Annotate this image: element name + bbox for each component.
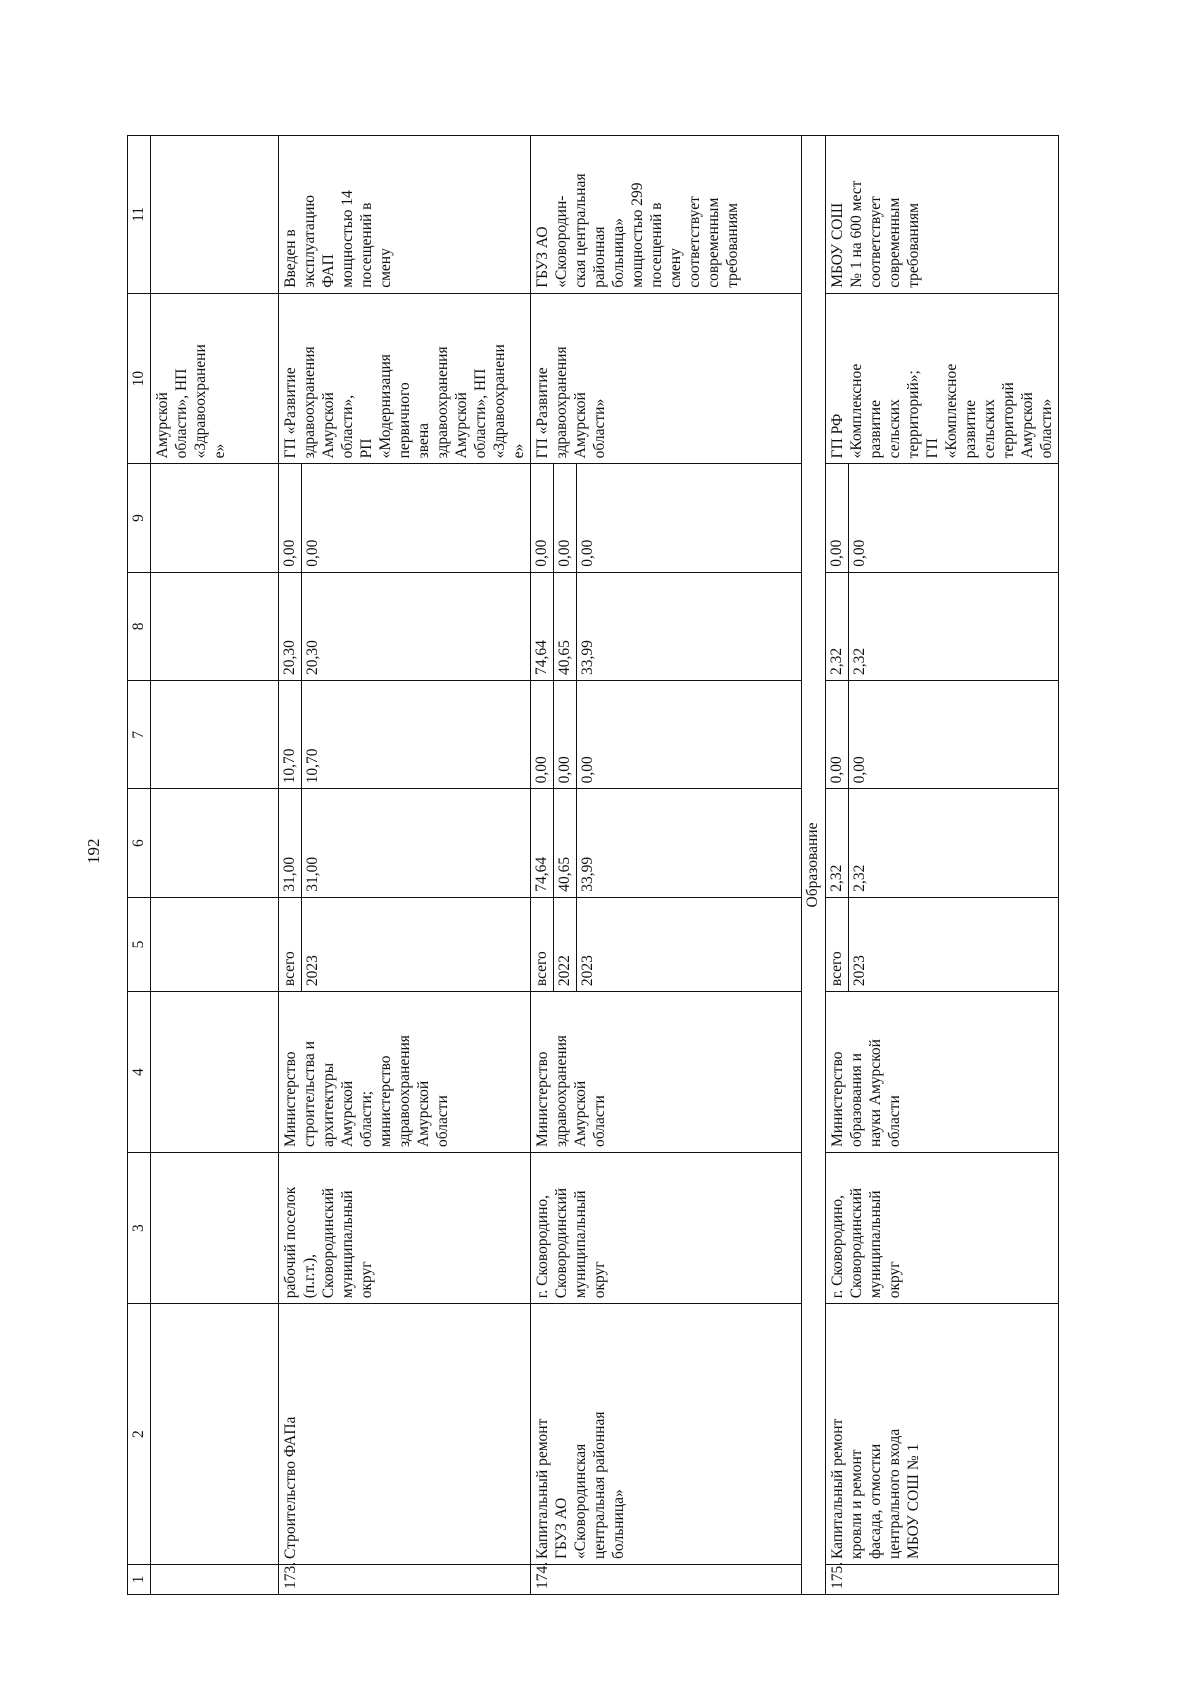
value: 33,99: [579, 856, 596, 892]
year: всего: [279, 898, 302, 991]
value: 40,65: [554, 789, 577, 896]
row-number: 173.: [279, 1564, 531, 1594]
value: 0,00: [826, 464, 849, 571]
value: 33,99: [579, 640, 596, 676]
row-number: 174.: [531, 1564, 802, 1594]
value: 10,70: [279, 681, 302, 788]
federal-cell: [279, 681, 531, 789]
col-header: 4: [128, 992, 151, 1153]
projects-table: [127, 135, 1059, 1595]
program-cell: ГП «Развитие здравоохранения Амурской области»: [531, 293, 802, 464]
program-cell: ГП РФ «Комплексное развитие сельских территорий»; ГП «Комплексное развитие сельских территорий Амурской области»: [826, 293, 1059, 464]
col-header: 11: [128, 136, 151, 294]
year: 2022: [554, 898, 577, 991]
value: 20,30: [304, 640, 321, 676]
years-cell: [826, 897, 1059, 991]
value: 2,32: [851, 864, 868, 892]
row-number: 175.: [826, 1564, 1059, 1594]
years-cell: [279, 897, 531, 991]
rotated-table-container: [127, 135, 1055, 1595]
location: г. Сковородино, Сковородинский муниципальный округ: [531, 1153, 802, 1304]
total-cell: [531, 789, 802, 897]
object-name: Капитальный ремонт кровли и ремонт фасада, отмостки центрального входа МБОУ СОШ № 1: [826, 1304, 1059, 1565]
page-number: 192: [84, 838, 103, 864]
value: 0,00: [279, 464, 302, 571]
value: 40,65: [554, 573, 577, 680]
executor: Министерство здравоохранения Амурской области: [531, 992, 802, 1153]
table-row: [279, 136, 531, 1595]
value: 74,64: [531, 573, 554, 680]
col-header: 1: [128, 1564, 151, 1594]
value: 0,00: [851, 539, 868, 567]
regional-cell: [826, 572, 1059, 680]
value: 0,00: [304, 539, 321, 567]
col-header: 8: [128, 572, 151, 680]
object-name: Строительство ФАПа: [279, 1304, 531, 1565]
col-header: 9: [128, 464, 151, 572]
section-title: Образование: [802, 136, 826, 1595]
other-cell: [279, 464, 531, 572]
table-row: [531, 136, 802, 1595]
other-cell: [826, 464, 1059, 572]
total-cell: [279, 789, 531, 897]
federal-cell: [531, 681, 802, 789]
value: 31,00: [279, 789, 302, 896]
col-header: 10: [128, 293, 151, 464]
year: всего: [826, 898, 849, 991]
federal-cell: [826, 681, 1059, 789]
col-header: 5: [128, 897, 151, 991]
other-cell: [531, 464, 802, 572]
col-header: 7: [128, 681, 151, 789]
column-header-row: [128, 136, 151, 1595]
col-header: 6: [128, 789, 151, 897]
value: 10,70: [304, 748, 321, 784]
year: всего: [531, 898, 554, 991]
year: 2023: [304, 955, 321, 987]
program-cell: Амурской области», НП «Здравоохранени е»: [151, 293, 279, 464]
result-cell: ГБУЗ АО «Сковородин- ская центральная районная больница» мощностью 299 посещений в смену соответствует современным требованиям: [531, 136, 802, 294]
col-header: 3: [128, 1153, 151, 1304]
value: 0,00: [579, 539, 596, 567]
value: 20,30: [279, 573, 302, 680]
result-cell: МБОУ СОШ № 1 на 600 мест соответствует современным требованиям: [826, 136, 1059, 294]
year: 2023: [851, 955, 868, 987]
table-row: [826, 136, 1059, 1595]
program-cell: ГП «Развитие здравоохранения Амурской области», РП «Модернизация первичного звена здравоохранения Амурской области», НП «Здравоохранени е»: [279, 293, 531, 464]
value: 2,32: [851, 647, 868, 676]
section-row: [802, 136, 826, 1595]
object-name: Капитальный ремонт ГБУЗ АО «Сковородинская центральная районная больница»: [531, 1304, 802, 1565]
years-cell: [531, 897, 802, 991]
executor: Министерство строительства и архитектуры Амурской области; министерство здравоохранения Амурской области: [279, 992, 531, 1153]
continuation-row: [151, 136, 279, 1595]
col-header: 2: [128, 1304, 151, 1565]
value: 31,00: [304, 856, 321, 892]
regional-cell: [531, 572, 802, 680]
value: 74,64: [531, 789, 554, 896]
year: 2023: [579, 955, 596, 987]
executor: Министерство образования и науки Амурской области: [826, 992, 1059, 1153]
value: 0,00: [579, 756, 596, 784]
location: рабочий поселок (п.г.т.), Сковородинский муниципальный округ: [279, 1153, 531, 1304]
value: 0,00: [531, 464, 554, 571]
total-cell: [826, 789, 1059, 897]
result-cell: Введен в эксплуатацию ФАП мощностью 14 посещений в смену: [279, 136, 531, 294]
value: 0,00: [554, 681, 577, 788]
location: г. Сковородино, Сковородинский муниципальный округ: [826, 1153, 1059, 1304]
value: 2,32: [826, 573, 849, 680]
value: 0,00: [826, 681, 849, 788]
regional-cell: [279, 572, 531, 680]
value: 0,00: [851, 756, 868, 784]
value: 0,00: [531, 681, 554, 788]
value: 2,32: [826, 789, 849, 896]
value: 0,00: [554, 464, 577, 571]
